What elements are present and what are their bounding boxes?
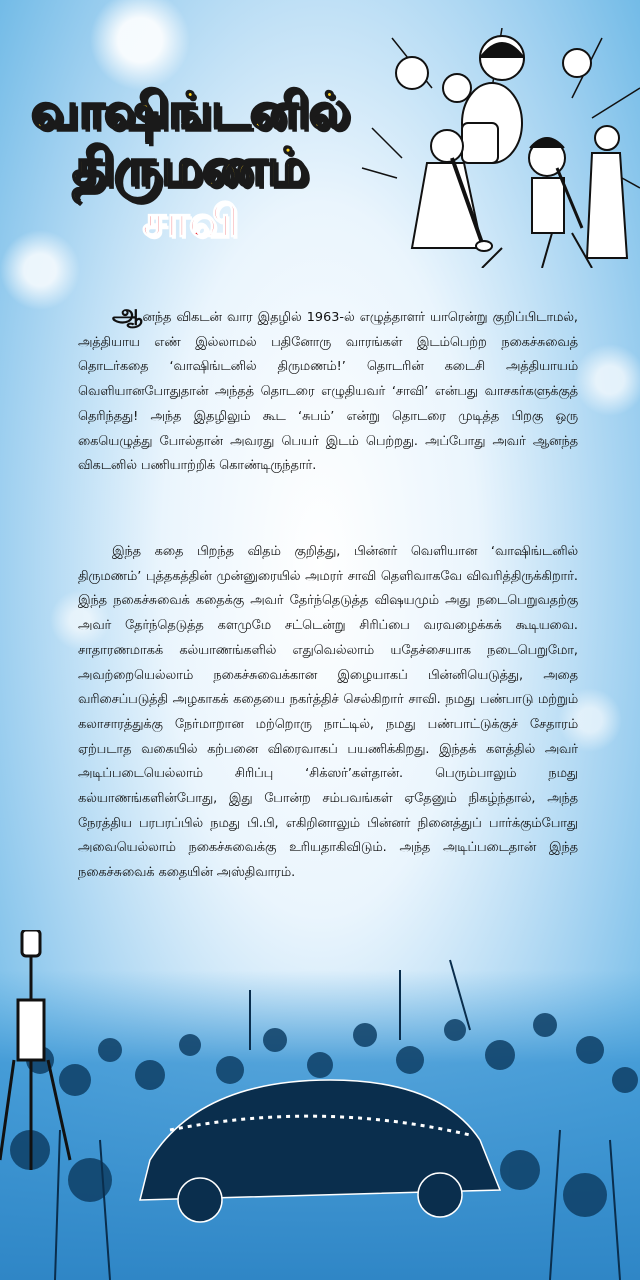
- drop-cap: ஆ: [112, 299, 143, 327]
- title-line-2: திருமணம்: [72, 138, 308, 198]
- paragraph-1-text: னந்த விகடன் வார இதழில் 1963-ல் எழுத்தாளர் யாரென்று குறிப்பிடாமல், அத்தியாய எண் இல்லாமல் பதினோரு வாரங்கள் இடம்பெற்ற நகைச்சுவைத் தொடர்கதை ‘வாஷிங்டனில் திருமணம்!’ தொடரின் கடைசி அத்தியாயம் வெளியானபோதுதான் அந்தத் தொடரை எழுதியவர் ‘சாவி’ என்பது வாசகர்களுக்குத் தெரிந்தது! அந்த இதழிலும் கூட ‘சுபம்’ என்று தொடரை முடித்த பிறகு ஒரு கையெழுத்து போல்தான் அவரது பெயர் இடம் பெற்றது. அப்போது அவர் ஆனந்த விகடனில் பணியாற்றிக் கொண்டிருந்தார்.: [78, 310, 578, 474]
- author-name: சாவி: [142, 196, 238, 247]
- musicians-illustration: [352, 28, 640, 268]
- crowd-illustration: [0, 930, 640, 1280]
- article-paragraph-2: இந்த கதை பிறந்த விதம் குறித்து, பின்னர் வெளியான ‘வாஷிங்டனில் திருமணம்’ புத்தகத்தின் முன்னுரையில் அமரர் சாவி தெளிவாகவே விவரித்திருக்கிறார். இந்த நகைச்சுவைக் கதைக்கு அவர் தேர்ந்தெடுத்த விஷயமும் அது நடைபெறுவதற்கு அவர் தேர்ந்தெடுத்த களமுமே சட்டென்று சிரிப்பை வரவழைக்கக் கூடியவை. சாதாரணமாகக் கல்யாணங்களில் எதுவெல்லாம் யதேச்சையாக நடைபெறுமோ, அவற்றையெல்லாம் நகைச்சுவைக்கான இழையாகப் பின்னியெடுத்து, அதை வரிசைப்படுத்தி அழகாகக் கதையை நகர்த்திச் செல்கிறார் சாவி. நமது பண்பாடு மற்றும் கலாசாரத்துக்கு நேர்மாறான மற்றொரு நாட்டில், நமது பண்பாட்டுக்குச் சேதாரம் ஏற்படாத வகையில் கற்பனை விரைவாகப் பயணிக்கிறது. இந்தக் களத்தில் அவர் அடிப்படையெல்லாம் சிரிப்பு ‘சிக்ஸர்’கள்தான். பெரும்பாலும் நமது கல்யாணங்களின்போது, இது போன்ற சம்பவங்கள் ஏதேனும் நிகழ்ந்தால், அந்த நேரத்திய பரபரப்பில் நமது பி.பி, எகிறினாலும் பின்னர் நினைத்துப் பார்க்கும்போது அவையெல்லாம் நகைச்சுவைக்கு உரியதாகிவிடும். அந்த அடிப்படைதான் இந்த நகைச்சுவைக் கதையின் அஸ்திவாரம்.: [78, 544, 578, 881]
- title-line-1: வாஷிங்டனில்: [30, 82, 350, 140]
- article-paragraph-1: [78, 299, 578, 479]
